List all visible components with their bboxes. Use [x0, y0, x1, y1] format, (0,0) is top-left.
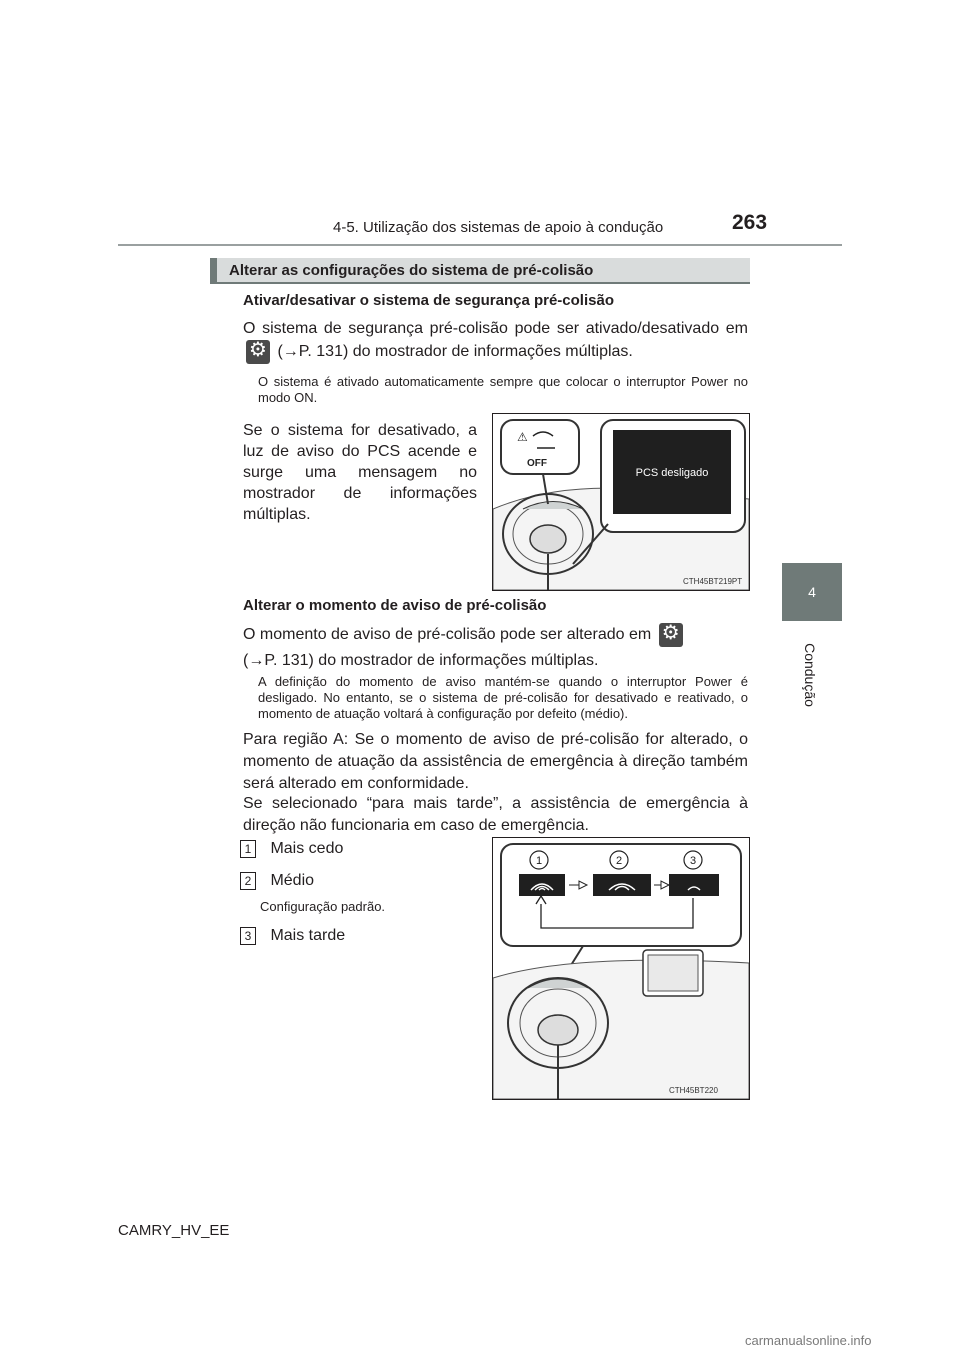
off-label: OFF [527, 458, 547, 469]
paragraph-region-a: Para região A: Se o momento de aviso de pré-colisão for alterado, o momento de atuação da assistência de emergência à direção também será alterado em conformidade. [243, 731, 748, 792]
section-title: Alterar as configurações do sistema de pré-colisão [229, 262, 594, 279]
option-row-3 [240, 927, 345, 945]
paragraph-enable-disable [243, 318, 748, 364]
text-before-icon-2: O momento de aviso de pré-colisão pode ser alterado em [243, 626, 652, 644]
header-rule [118, 244, 842, 246]
figure-pcs-off-drawing [493, 414, 749, 590]
paragraph-disabled-warning: Se o sistema for desativado, a luz de aviso do PCS acende e surge uma mensagem no mostrador de informações múltiplas. [243, 422, 477, 523]
option-number: 1 [240, 840, 256, 858]
figure2-code: CTH45BT220 [669, 1086, 718, 1095]
fig2-label-2: 2 [615, 855, 623, 867]
option-2-note: Configuração padrão. [260, 899, 386, 914]
settings-gear-icon [246, 340, 270, 364]
heading-warning-timing: Alterar o momento de aviso de pré-colisão [243, 597, 547, 614]
option-label: Médio [270, 872, 315, 890]
figure-pcs-off [492, 413, 750, 591]
paragraph-later-setting: Se selecionado “para mais tarde”, a assistência de emergência à direção não funcionaria em caso de emergência. [243, 795, 748, 834]
fig2-label-1: 1 [535, 855, 543, 867]
chapter-tab: 4 [782, 563, 842, 621]
text-after-icon: (→P. 131) do mostrador de informações múltiplas. [277, 343, 633, 361]
figure-timing-drawing [493, 838, 749, 1099]
option-number: 2 [240, 872, 256, 890]
note-timing-retained: A definição do momento de aviso mantém-se quando o interruptor Power é desligado. No entanto, se o sistema de pré-colisão for desativado e reativado, o momento de atuação voltará à configuração por defeito (médio). [258, 674, 748, 721]
footer-model: CAMRY_HV_EE [118, 1222, 230, 1239]
fig2-label-3: 3 [689, 855, 697, 867]
heading-enable-disable: Ativar/desativar o sistema de segurança pré-colisão [243, 292, 614, 309]
option-number: 3 [240, 927, 256, 945]
figure1-code: CTH45BT219PT [683, 577, 743, 586]
chapter-label-text: Condução [802, 643, 818, 707]
chapter-label [780, 630, 840, 720]
svg-text:⚠: ⚠ [517, 430, 528, 444]
paragraph-warning-timing-cont: (→P. 131) do mostrador de informações múltiplas. [243, 652, 599, 669]
option-row-2 [240, 872, 314, 890]
option-label: Mais tarde [270, 927, 346, 945]
option-row-1 [240, 840, 343, 858]
figure-timing-settings [492, 837, 750, 1100]
text-before-icon: O sistema de segurança pré-colisão pode ser ativado/desativado em [243, 320, 748, 337]
paragraph-warning-timing [243, 623, 718, 647]
section-title-bar [210, 258, 750, 284]
screen-message: PCS desligado [635, 467, 709, 479]
settings-gear-icon-2 [659, 623, 683, 647]
header-section-title: 4-5. Utilização dos sistemas de apoio à condução [333, 219, 664, 236]
watermark-link[interactable]: carmanualsonline.info [745, 1333, 872, 1348]
page-number: 263 [732, 211, 768, 234]
note-auto-enable: O sistema é ativado automaticamente sempre que colocar o interruptor Power no modo ON. [258, 374, 748, 405]
option-label: Mais cedo [270, 840, 344, 858]
